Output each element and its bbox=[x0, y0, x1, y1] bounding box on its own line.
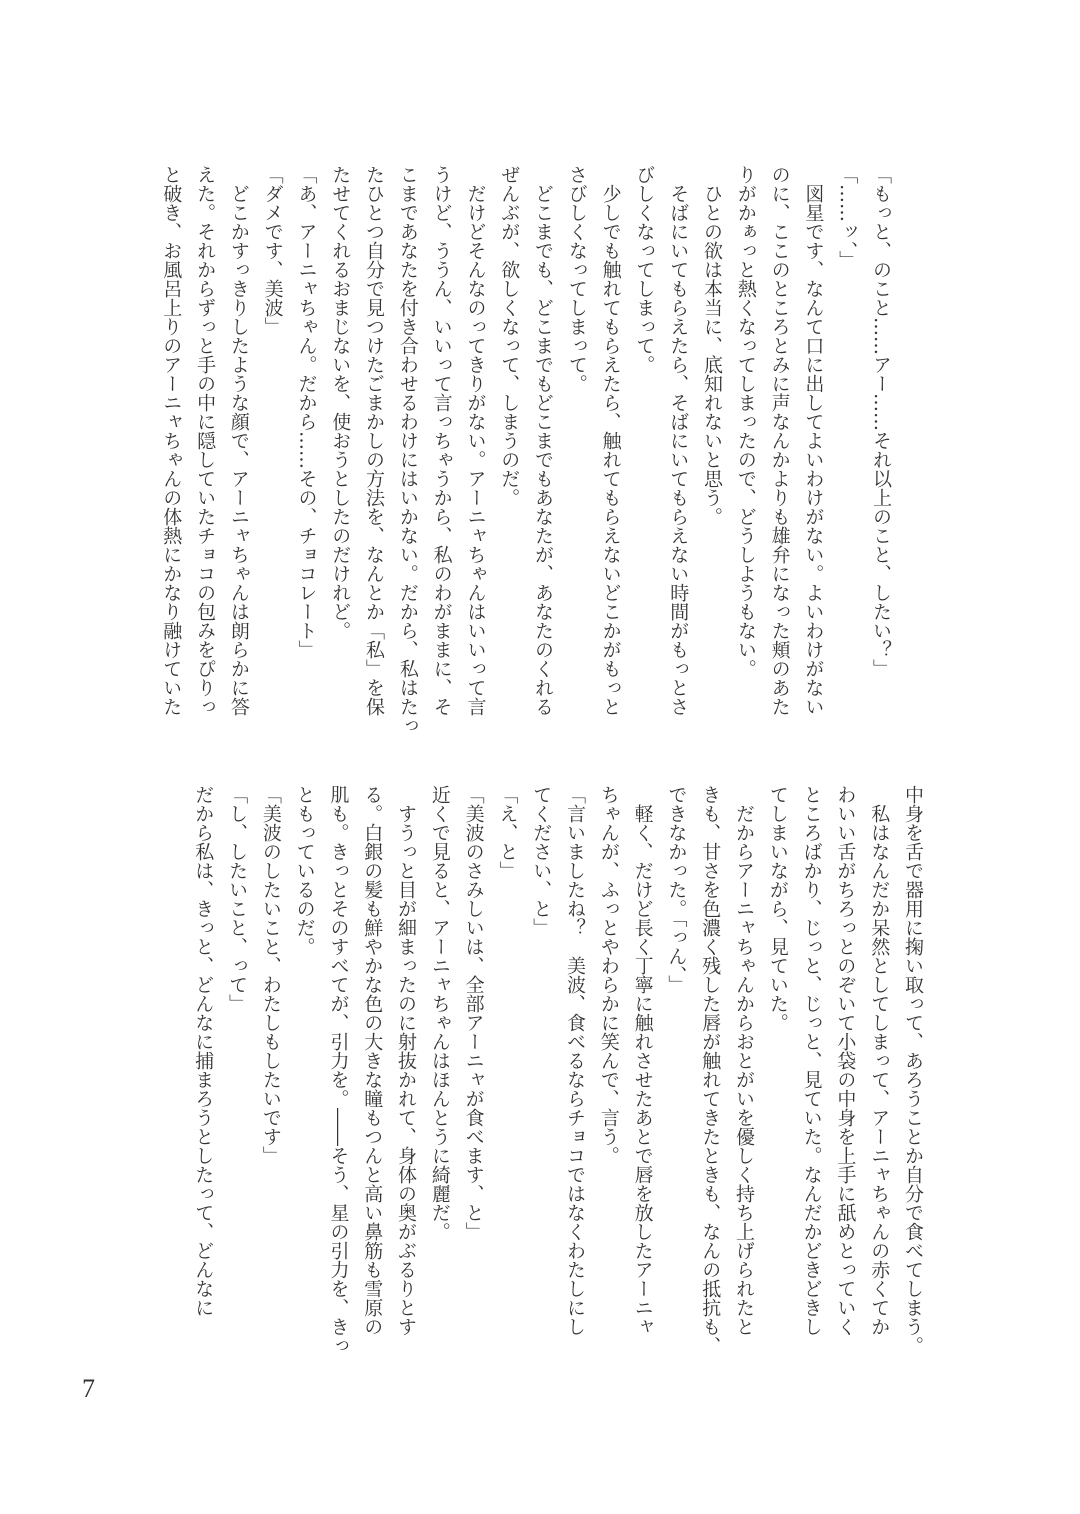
text-column: 肌も。きっとそのすべてが、引力を。――そう、星の引力を、きっ bbox=[327, 785, 350, 1355]
text-column: そばにいてもらえたら、そばにいてもらえない時間がもっとさ bbox=[667, 165, 690, 716]
text-column: どこかすっきりしたような顔で、アーニャちゃんは朗らかに答 bbox=[227, 165, 250, 716]
text-column: だから私は、きっと、どんなに捕まろうとしたって、どんなに bbox=[192, 785, 215, 1317]
text-column: たせてくれるおまじないを、使おうとしたのだけれど。 bbox=[329, 165, 352, 640]
text-column: 「え、と」 bbox=[496, 785, 519, 880]
text-column: 私はなんだか呆然としてしまって、アーニャちゃんの赤くてか bbox=[868, 785, 891, 1336]
text-column: と破き、お風呂上りのアーニャちゃんの体熱にかなり融けていた bbox=[160, 165, 183, 716]
text-column: 「美波のしたいこと、わたしもしたいです」 bbox=[259, 785, 282, 1165]
text-column: どこまでも、どこまでもどこまでもあなたが、あなたのくれる bbox=[532, 165, 555, 716]
text-column: 「し、したいこと、って」 bbox=[226, 785, 249, 1013]
text-column: だけどそんなのってきりがない。アーニャちゃんはいいって言 bbox=[464, 165, 487, 716]
text-column: こまであなたを付き合わせるわけにはいかない。だから、私はたっ bbox=[396, 165, 419, 735]
text-column: たひとつ自分で見つけたごまかしの方法を、なんとか「私」を保 bbox=[363, 165, 386, 716]
text-column: だからアーニャちゃんからおとがいを優しく持ち上げられたと bbox=[733, 785, 756, 1336]
text-column: 近くで見ると、アーニャちゃんはほんとうに綺麗だ。 bbox=[428, 785, 451, 1241]
text-column: 「……ッ、」 bbox=[836, 165, 859, 270]
text-column: 「ダメです、美波」 bbox=[261, 165, 284, 336]
text-column: ちゃんが、ふっとやわらかに笑んで、言う。 bbox=[597, 785, 620, 1165]
text-column: 中身を舌で器用に掬い取って、あろうことか自分で食べてしまう。 bbox=[902, 785, 924, 1355]
text-column: ぜんぶが、欲しくなって、しまうのだ。 bbox=[498, 165, 521, 507]
text-column: できなかった。「っん、」 bbox=[665, 785, 688, 994]
text-column: うけど、ううん、いいって言っちゃうから、私のわがままに、そ bbox=[430, 165, 453, 716]
text-column: すうっと目が細まったのに射抜かれて、身体の奥がぶるりとす bbox=[395, 785, 418, 1336]
text-column: 軽く、だけど長く丁寧に触れさせたあとで唇を放したアーニャ bbox=[631, 785, 654, 1336]
text-column: 「言いましたね？ 美波、食べるならチョコではなくわたしにし bbox=[564, 785, 587, 1336]
text-column: りがかぁっと熱くなってしまったので、どうしようもない。 bbox=[734, 165, 757, 678]
page-number: 7 bbox=[82, 1374, 95, 1403]
text-column: 少しでも触れてもらえたら、触れてもらえないどこかがもっと bbox=[599, 165, 622, 716]
text-column: きも、甘さを色濃く残した唇が触れてきたときも、なんの抵抗も、 bbox=[699, 785, 722, 1355]
text-column: ともっているのだ。 bbox=[293, 785, 316, 956]
text-column: てください、と」 bbox=[530, 785, 553, 937]
text-column: ひとの欲は本当に、底知れないと思う。 bbox=[701, 165, 724, 526]
text-column: ところばかり、じっと、じっと、見ていた。なんだかどきどきし bbox=[800, 785, 823, 1336]
text-column: さびしくなってしまって。 bbox=[565, 165, 588, 393]
text-column: 図星です、なんて口に出してよいわけがない。よいわけがない bbox=[802, 165, 825, 716]
text-column: てしまいながら、見ていた。 bbox=[766, 785, 789, 1032]
text-column: わいい舌がちろっとのぞいて小袋の中身を上手に舐めとっていく bbox=[834, 785, 857, 1336]
upper-text-block bbox=[153, 165, 897, 745]
text-column: 「もっと、のこと……アー……それ以上のこと、したい？」 bbox=[870, 165, 892, 678]
text-column: 「美波のさみしいは、全部アーニャが食べます、と」 bbox=[462, 785, 485, 1241]
text-column: のに、ここのところとみに声なんかよりも雄弁になった頬のあた bbox=[768, 165, 791, 716]
lower-text-block bbox=[185, 785, 929, 1365]
text-column: えた。それからずっと手の中に隠していたチョコの包みをぴりっ bbox=[194, 165, 217, 716]
text-column: る。白銀の髪も鮮やかな色の大きな瞳もつんと高い鼻筋も雪原の bbox=[361, 785, 384, 1336]
text-column: びしくなってしまって。 bbox=[633, 165, 656, 374]
text-column: 「あ、アーニャちゃん。だから……その、チョコレート」 bbox=[295, 165, 318, 659]
